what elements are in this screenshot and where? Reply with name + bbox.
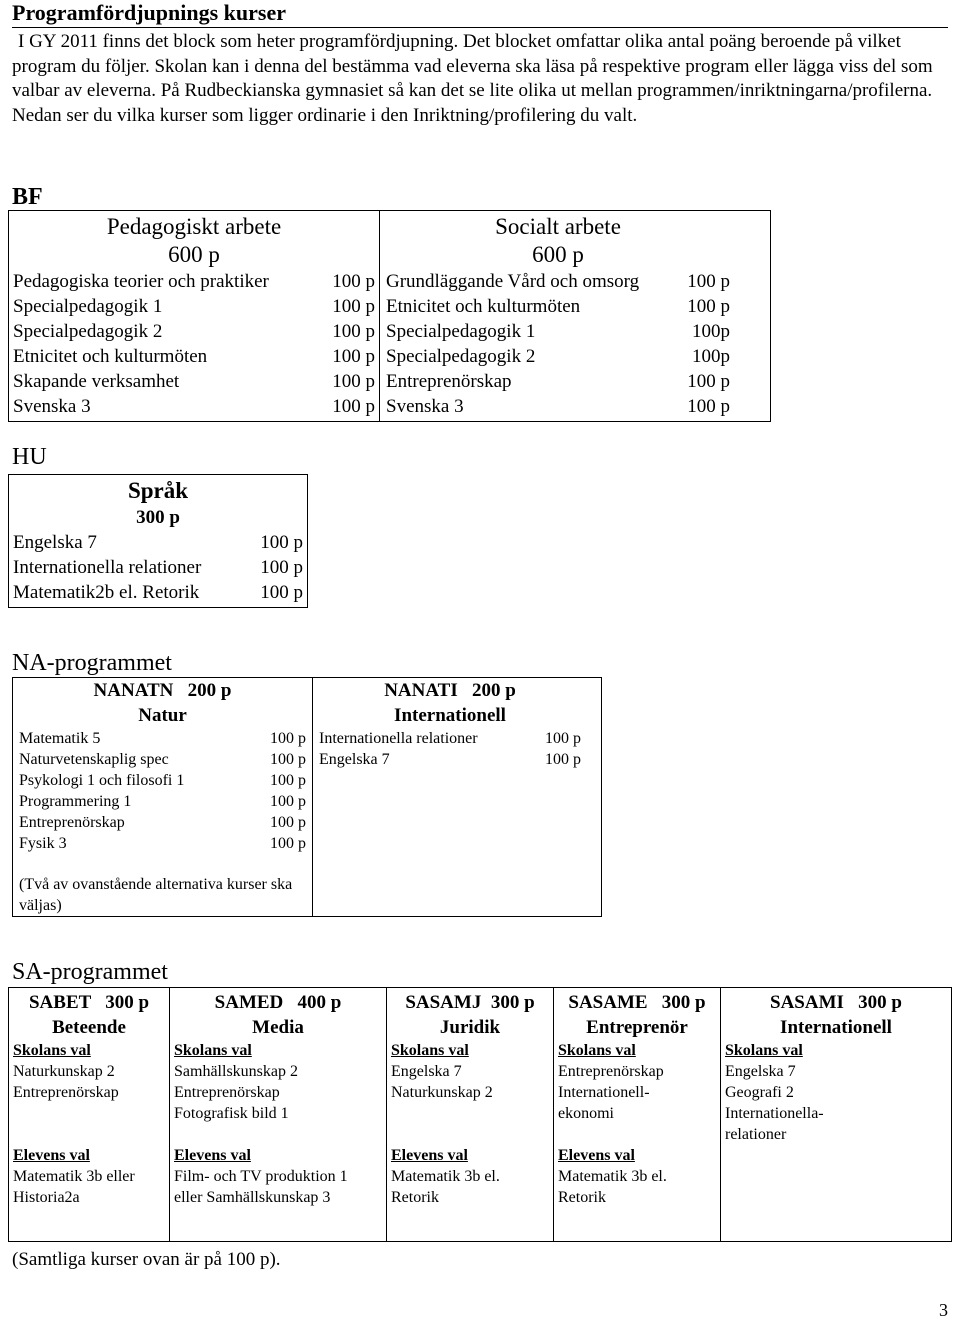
list-item: Internationell- — [558, 1084, 650, 1101]
list-item — [386, 394, 730, 419]
sa-col-name: SAMED 400 p — [214, 992, 342, 1013]
list-item: Entreprenörskap — [558, 1063, 664, 1080]
sa-col-sasami — [721, 988, 952, 1242]
course-points: 100 p — [332, 346, 375, 367]
list-item: Matematik 3b el. — [558, 1168, 667, 1185]
course-name: Naturvetenskaplig spec — [19, 751, 169, 768]
course-name: Engelska 7 — [319, 751, 390, 768]
course-name: Svenska 3 — [13, 396, 91, 417]
bf-right-points: 600 p — [532, 242, 584, 267]
sa-col-name: SABET 300 p — [28, 992, 150, 1013]
course-name: Matematik 5 — [19, 730, 101, 747]
course-points: 100 p — [332, 271, 375, 292]
bf-left-cell — [9, 211, 380, 422]
list-item: Fotografisk bild 1 — [174, 1105, 289, 1122]
spacer — [13, 1103, 165, 1145]
na-table — [12, 677, 602, 917]
bf-left-name: Pedagogiskt arbete — [106, 214, 282, 239]
sa-col-name: SASAMI 300 p — [770, 992, 902, 1013]
na-note: (Två av ovanstående alternativa kurser ska väljas) — [19, 876, 293, 914]
student-choice-label: Elevens val — [13, 1147, 90, 1164]
course-name: Specialpedagogik 2 — [13, 321, 163, 342]
list-item — [319, 749, 581, 770]
course-name: Entreprenörskap — [19, 814, 125, 831]
course-points: 100 p — [260, 582, 303, 603]
student-choice-label: Elevens val — [174, 1147, 251, 1164]
bf-right-course-list — [386, 269, 730, 419]
list-item — [19, 833, 306, 854]
list-item: ekonomi — [558, 1105, 614, 1122]
bf-heading: BF — [12, 184, 43, 210]
intro-paragraph-2: Nedan ser du vilka kurser som ligger ordinarie i den Inriktning/profilering du valt. — [12, 104, 638, 126]
course-name: Etnicitet och kulturmöten — [13, 346, 208, 367]
list-item — [19, 812, 306, 833]
list-item — [386, 294, 730, 319]
na-right-name: NANATI 200 p — [384, 680, 516, 701]
list-item: Naturkunskap 2 — [391, 1084, 493, 1101]
list-item — [319, 728, 581, 749]
list-item — [19, 728, 306, 749]
course-points: 100 p — [545, 751, 581, 768]
course-name: Skapande verksamhet — [13, 371, 180, 392]
hu-name: Språk — [127, 478, 189, 503]
hu-cell — [9, 475, 308, 608]
sa-col-sasame — [554, 988, 721, 1242]
course-name: Grundläggande Vård och omsorg — [386, 271, 640, 292]
list-item — [19, 791, 306, 812]
sa-col-name: SASAMJ 300 p — [405, 992, 535, 1013]
bf-left-course-list — [13, 269, 375, 419]
course-points: 100 p — [260, 557, 303, 578]
sa-col-name: SASAME 300 p — [568, 992, 706, 1013]
list-item: Engelska 7 — [725, 1063, 796, 1080]
spacer — [391, 1103, 549, 1145]
list-item — [386, 319, 730, 344]
sa-col-sub: Entreprenör — [586, 1017, 688, 1038]
title-rule — [12, 27, 948, 28]
hu-heading: HU — [12, 444, 47, 470]
na-right-cell — [313, 678, 602, 917]
course-points: 100 p — [687, 371, 730, 392]
list-item — [13, 294, 375, 319]
sa-heading: SA-programmet — [12, 959, 168, 985]
na-right-sub: Internationell — [394, 705, 506, 726]
list-item: Engelska 7 — [391, 1063, 462, 1080]
list-item — [13, 394, 375, 419]
school-choice-label: Skolans val — [391, 1042, 469, 1059]
school-choice-label: Skolans val — [13, 1042, 91, 1059]
list-item: Historia2a — [13, 1189, 80, 1206]
course-name: Specialpedagogik 1 — [13, 296, 163, 317]
sa-col-sub: Internationell — [780, 1017, 892, 1038]
course-points: 100 p — [270, 835, 306, 852]
student-choice-label: Elevens val — [391, 1147, 468, 1164]
list-item — [386, 369, 730, 394]
course-name: Matematik2b el. Retorik — [13, 582, 200, 603]
na-left-cell — [13, 678, 313, 917]
list-item: Matematik 3b el. — [391, 1168, 500, 1185]
bf-right-name: Socialt arbete — [495, 214, 621, 239]
course-name: Specialpedagogik 2 — [386, 346, 536, 367]
bf-right-cell — [380, 211, 771, 422]
course-points: 100 p — [545, 730, 581, 747]
sa-col-sub: Juridik — [439, 1017, 501, 1038]
list-item: Matematik 3b eller — [13, 1168, 135, 1185]
list-item: Entreprenörskap — [174, 1084, 280, 1101]
sa-col-sabet — [9, 988, 170, 1242]
spacer — [174, 1124, 382, 1145]
list-item — [13, 319, 375, 344]
course-points: 100 p — [687, 396, 730, 417]
course-points: 100 p — [332, 371, 375, 392]
list-item: eller Samhällskunskap 3 — [174, 1189, 331, 1206]
course-points: 100 p — [270, 814, 306, 831]
course-points: 100p — [692, 346, 730, 367]
course-name: Internationella relationer — [319, 730, 478, 747]
course-name: Etnicitet och kulturmöten — [386, 296, 581, 317]
course-points: 100 p — [687, 271, 730, 292]
list-item — [19, 749, 306, 770]
page-number: 3 — [939, 1300, 948, 1320]
course-points: 100 p — [270, 793, 306, 810]
course-name: Engelska 7 — [13, 532, 97, 553]
hu-points: 300 p — [136, 507, 180, 528]
list-item — [19, 770, 306, 791]
bf-left-points: 600 p — [168, 242, 220, 267]
list-item — [386, 344, 730, 369]
sa-col-sub: Media — [252, 1017, 304, 1038]
sa-col-samed — [170, 988, 387, 1242]
list-item: Samhällskunskap 2 — [174, 1063, 298, 1080]
course-points: 100 p — [332, 296, 375, 317]
sa-col-sub: Beteende — [52, 1017, 126, 1038]
student-choice-label: Elevens val — [558, 1147, 635, 1164]
course-points: 100 p — [332, 396, 375, 417]
list-item: Geografi 2 — [725, 1084, 794, 1101]
list-item — [13, 555, 303, 580]
list-item: Naturkunskap 2 — [13, 1063, 115, 1080]
list-item — [13, 530, 303, 555]
intro-paragraph-1: I GY 2011 finns det block som heter programfördjupning. Det blocket omfattar olika antal poäng beroende på vilket program du följer. Skolan kan i denna del bestämma vad eleverna ska läsa på respektive program eller lägga viss del som valbar av eleverna. På Rudbeckianska gymnasiet så kan det se lite olika ut mellan programmen/inriktningarna/profilerna. — [12, 31, 933, 101]
list-item: Film- och TV produktion 1 — [174, 1168, 348, 1185]
list-item — [13, 344, 375, 369]
bf-table — [8, 210, 771, 422]
na-heading: NA-programmet — [12, 650, 172, 676]
course-name: Psykologi 1 och filosofi 1 — [19, 772, 185, 789]
course-name: Svenska 3 — [386, 396, 464, 417]
course-points: 100 p — [260, 532, 303, 553]
course-name: Internationella relationer — [13, 557, 202, 578]
na-left-name: NANATN 200 p — [93, 680, 232, 701]
page-title: Programfördjupnings kurser — [12, 0, 286, 25]
list-item — [13, 580, 303, 605]
sa-col-sasamj — [387, 988, 554, 1242]
na-left-sub: Natur — [138, 705, 187, 726]
list-item: Entreprenörskap — [13, 1084, 119, 1101]
course-points: 100 p — [687, 296, 730, 317]
spacer — [558, 1124, 716, 1145]
sa-table — [8, 987, 952, 1242]
school-choice-label: Skolans val — [558, 1042, 636, 1059]
course-name: Fysik 3 — [19, 835, 67, 852]
list-item: relationer — [725, 1126, 787, 1143]
course-name: Pedagogiska teorier och praktiker — [13, 271, 269, 292]
sa-footnote: (Samtliga kurser ovan är på 100 p). — [12, 1249, 281, 1270]
course-name: Entreprenörskap — [386, 371, 512, 392]
hu-table — [8, 474, 308, 608]
list-item — [13, 269, 375, 294]
list-item: Internationella- — [725, 1105, 824, 1122]
list-item — [386, 269, 730, 294]
list-item: Retorik — [391, 1189, 439, 1206]
course-points: 100 p — [270, 730, 306, 747]
course-name: Specialpedagogik 1 — [386, 321, 536, 342]
school-choice-label: Skolans val — [174, 1042, 252, 1059]
course-name: Programmering 1 — [19, 793, 132, 810]
course-points: 100 p — [270, 751, 306, 768]
list-item — [13, 369, 375, 394]
school-choice-label: Skolans val — [725, 1042, 803, 1059]
course-points: 100 p — [270, 772, 306, 789]
course-points: 100 p — [332, 321, 375, 342]
course-points: 100p — [692, 321, 730, 342]
list-item: Retorik — [558, 1189, 606, 1206]
intro-text — [12, 30, 948, 128]
